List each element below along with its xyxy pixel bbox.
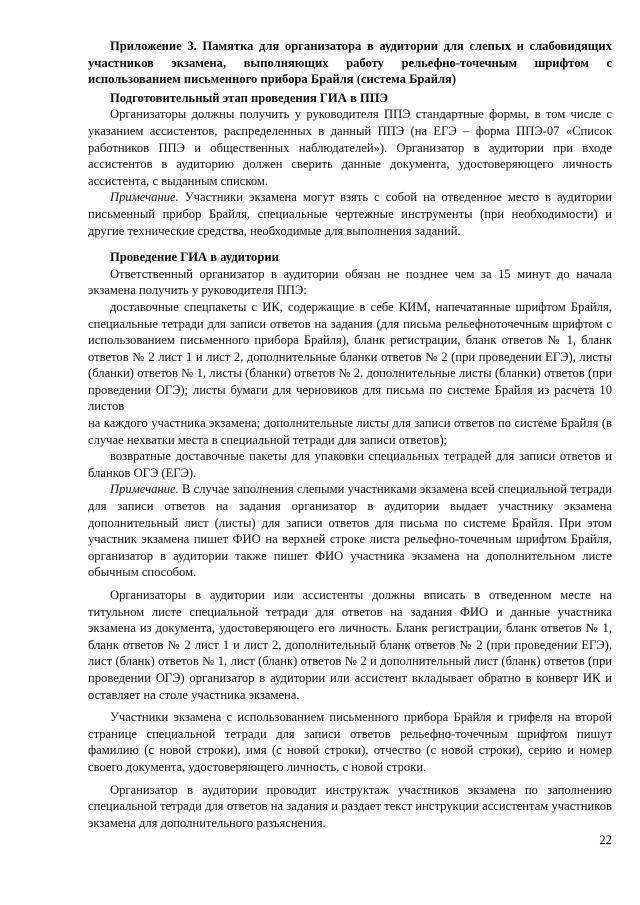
paragraph-prep-1: Организаторы должны получить у руководителя ППЭ стандартные формы, в том числе с указанием ассистентов, распределенных в данный ППЭ (на ЕГЭ – форма ППЭ-07 «Список работников ППЭ и общественных наблюдателей»). Организатор в аудитории при входе ассистентов в аудиторию должен сверить данные документа, удостоверяющего личность ассистента, с выданным списком. [88,107,612,188]
document-title: Приложение 3. Памятка для организатора в аудитории для слепых и слабовидящих участников экзамена, выполняющих работу рельефно-точечным шрифтом с использованием письменного прибора Брайля (система Брайля) [88,39,612,87]
paragraph-exam-4: Организатор в аудитории проводит инструктаж участников экзамена по заполнению специальной тетради для ответов на задания и раздает текст инструкции ассистентам участников экзамена для дополнительного разъяснения. [88,782,612,830]
section-heading-preparation: Подготовительный этап проведения ГИА в ППЭ [110,90,389,105]
note-text: Участники экзамена могут взять с собой на отведенное место в аудитории письменный прибор Брайля, специальные чертежные инструменты (при необходимости) и другие технические средства, необходимые для выполнения заданий. [88,190,612,238]
list-item-extra-sheets: на каждого участника экзамена; дополнительные листы для записи ответов по системе Брайля (в случае нехватки места в специальной тетради для записи ответов); [88,416,612,447]
paragraph-prep-note [88,189,612,239]
section-heading-exam: Проведение ГИА в аудитории [110,250,279,265]
list-item-return-packages: возвратные доставочные пакеты для упаковки специальных тетрадей для записи ответов и бланков ОГЭ (ЕГЭ). [88,449,612,480]
note-text: В случае заполнения слепыми участниками экзамена всей специальной тетради для записи ответов на задания организатор в аудитории выдает участнику экзамена дополнительный лист (листы) для записи ответов для письма по системе Брайля. При этом участник экзамена пишет ФИО на верхней строке листа рельефно-точечным шрифтом Брайля, организатор в аудитории также пишет ФИО участника экзамена на дополнительном листе обычным способом. [88,482,612,580]
list-item-materials: доставочные спецпакеты с ИК, содержащие в себе КИМ, напечатанные шрифтом Брайля, специальные тетради для записи ответов на задания (для письма рельефноточечным шрифтом с использованием письменного прибора Брайля), бланк регистрации, бланк ответов № 1, бланк ответов № 2 лист 1 и лист 2, дополнительные бланки ответов № 2 (при проведении ЕГЭ), листы (бланки) ответов № 1, листы (бланки) ответов № 2, дополнительные листы (бланки) ответов (при проведении ОГЭ); листы бумаги для черновиков для письма по системе Брайля из расчета 10 листов [88,299,612,414]
note-label: Примечание. [110,190,179,205]
paragraph-exam-2: Организаторы в аудитории или ассистенты должны вписать в отведенном месте на титульном листе специальной тетради для ответов на задания ФИО и данные участника экзамена из документа, удостоверяющего его личность. Бланк регистрации, бланк ответов № 1, бланк ответов № 2 лист 1 и лист 2, дополнительный бланк ответов № 2 (при проведении ЕГЭ), лист (бланк) ответов № 1, лист (бланк) ответов № 2 и дополнительный лист (бланк) ответов (при проведении ОГЭ) организатор в аудитории или ассистент вкладывает обратно в конверт ИК и оставляет на столе участника экзамена. [88,588,612,702]
paragraph-exam-1: Ответственный организатор в аудитории обязан не позднее чем за 15 минут до начала экзамена получить у руководителя ППЭ: [88,266,612,298]
page-number: 22 [599,833,612,847]
paragraph-exam-note [88,481,612,581]
paragraph-exam-3: Участники экзамена с использованием письменного прибора Брайля и грифеля на второй странице специальной тетради для записи ответов рельефно-точечным шрифтом пишут фамилию (с новой строки), имя (с новой строки), отчество (с новой строки), серию и номер своего документа, удостоверяющего личность, с новой строки. [88,710,612,774]
note-label: Примечание. [110,482,179,497]
